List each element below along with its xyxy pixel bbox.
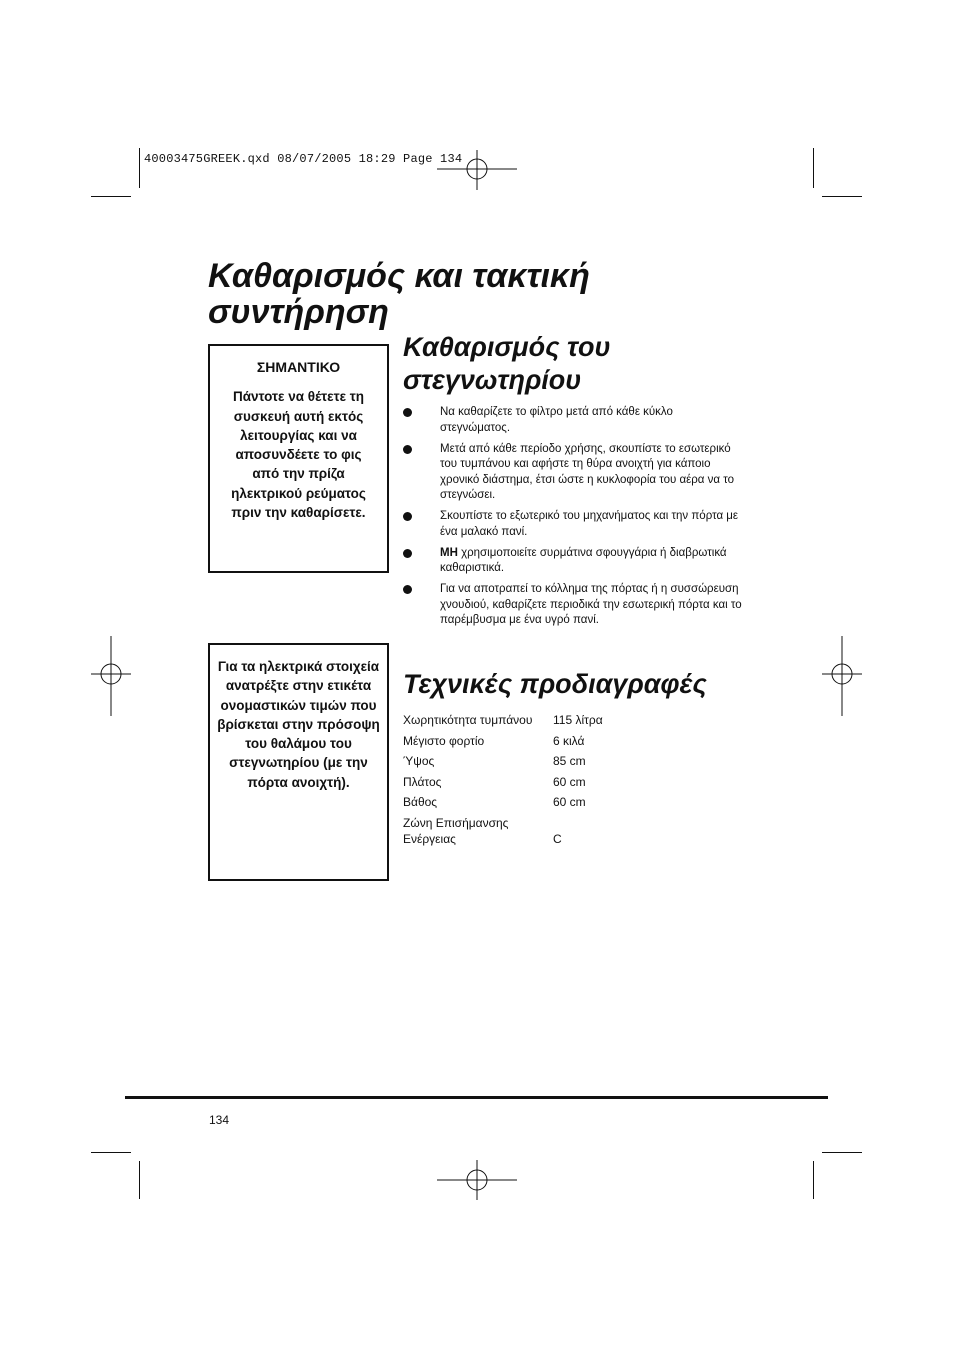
list-item <box>400 405 745 436</box>
crop-mark-top-left-h <box>91 196 131 197</box>
bullet-icon <box>403 512 412 521</box>
crop-mark-bottom-left-h <box>91 1152 131 1153</box>
page-number: 134 <box>209 1113 230 1127</box>
electrical-info-box <box>208 643 389 881</box>
item-bold: ΜΗ <box>440 546 458 559</box>
spec-label: Μέγιστο φορτίο <box>403 733 485 748</box>
specs-table <box>403 712 703 847</box>
spec-value: 85 cm <box>553 754 586 768</box>
bullet-icon <box>403 408 412 417</box>
spec-value: 6 κιλά <box>553 733 585 748</box>
item-text: Για να αποτραπεί το κόλλημα της πόρτας ή η συσσώρευση χνουδιού, καθαρίζετε περιοδικά την εσωτερική πόρτα και το παρέμβυσμα με ένα υγρό πανί. <box>440 583 742 626</box>
spec-label: Ύψος <box>403 754 435 768</box>
spec-value: 60 cm <box>553 795 586 809</box>
table-row <box>403 733 703 754</box>
spec-label: Βάθος <box>403 795 438 809</box>
crop-mark-bottom-right-v <box>813 1161 814 1199</box>
page-title: Καθαρισμός και τακτική συντήρηση <box>208 257 590 331</box>
footer-rule <box>125 1096 828 1099</box>
bullet-icon <box>403 445 412 454</box>
crop-mark-top-left-v <box>139 148 140 188</box>
registration-mark-right-icon <box>822 636 862 716</box>
crop-mark-top-right-h <box>822 196 862 197</box>
bullet-icon <box>403 585 412 594</box>
spec-label: Πλάτος <box>403 774 442 789</box>
registration-mark-top-icon <box>437 150 517 190</box>
item-text: χρησιμοποιείτε συρμάτινα σφουγγάρια ή διαβρωτικά καθαριστικά. <box>440 546 727 574</box>
cleaning-heading: Καθαρισμός του στεγνωτηρίου <box>403 332 611 395</box>
cleaning-list <box>400 405 745 634</box>
electrical-info-text: Για τα ηλεκτρικά στοιχεία ανατρέξτε στην ετικέτα ονομαστικών τιμών που βρίσκεται στην πρόσοψη του θαλάμου του στεγνωτηρίου (με την πόρτα ανοιχτή). <box>217 659 380 790</box>
list-item <box>400 509 745 540</box>
spec-label: Χωρητικότητα τυμπάνου <box>403 713 533 727</box>
crop-mark-top-right-v <box>813 148 814 188</box>
important-text: Πάντοτε να θέτετε τη συσκευή αυτή εκτός λειτουργίας και να αποσυνδέετε το φις από την πρίζα ηλεκτρικού ρεύματος πριν την καθαρίσετε. <box>231 389 366 521</box>
list-item <box>400 582 745 629</box>
list-item <box>400 442 745 504</box>
spec-value: 60 cm <box>553 774 586 789</box>
crop-mark-bottom-right-h <box>822 1152 862 1153</box>
table-row <box>403 753 703 774</box>
list-item <box>400 546 745 577</box>
spec-value: 115 λίτρα <box>553 713 603 727</box>
spec-value: C <box>553 831 562 846</box>
important-notice-box <box>208 344 389 573</box>
print-slug: 40003475GREEK.qxd 08/07/2005 18:29 Page 134 <box>144 152 463 166</box>
registration-mark-bottom-icon <box>437 1160 517 1200</box>
crop-mark-bottom-left-v <box>139 1161 140 1199</box>
item-text: Μετά από κάθε περίοδο χρήσης, σκουπίστε το εσωτερικό του τυμπάνου και αφήστε τη θύρα ανοιχτή για κάποιο χρονικό διάστημα, έτσι ώστε η κυκλοφορία του αέρα να το στεγνώσει. <box>440 442 735 501</box>
table-row <box>403 794 703 815</box>
table-row <box>403 815 703 847</box>
table-row <box>403 712 703 733</box>
specs-heading: Τεχνικές προδιαγραφές <box>403 669 707 699</box>
bullet-icon <box>403 549 412 558</box>
item-text: Σκουπίστε το εξωτερικό του μηχανήματος και την πόρτα με ένα μαλακό πανί. <box>440 510 739 538</box>
spec-label: Ζώνη Επισήμανσης Ενέργειας <box>403 815 509 846</box>
important-heading: ΣΗΜΑΝΤΙΚΟ <box>256 359 341 375</box>
registration-mark-left-icon <box>91 636 131 716</box>
item-text: Να καθαρίζετε το φίλτρο μετά από κάθε κύκλο στεγνώματος. <box>440 406 673 434</box>
table-row <box>403 774 703 795</box>
